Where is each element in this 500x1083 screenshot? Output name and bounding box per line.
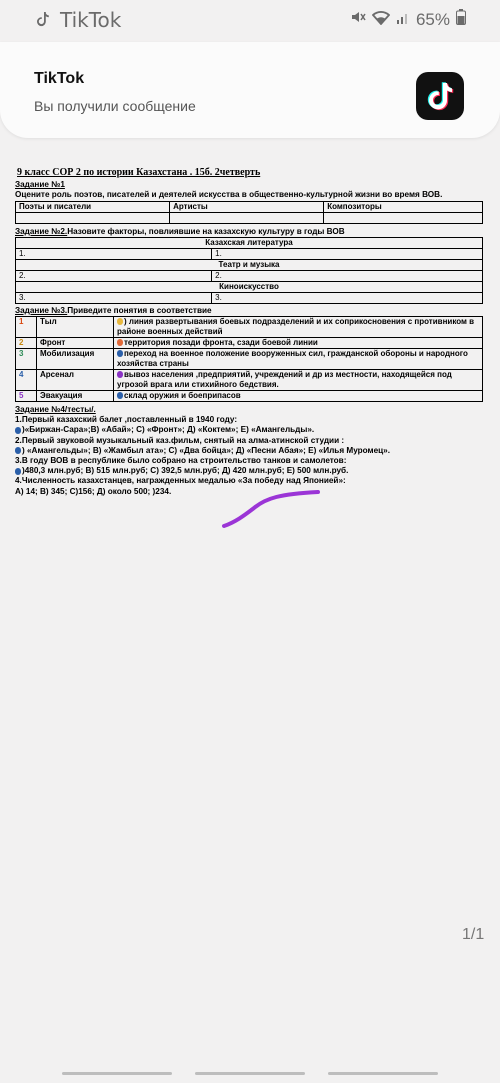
task2-prompt: Назовите факторы, повлиявшие на казахскую культуру в годы ВОВ [67, 226, 345, 236]
document-page [15, 168, 483, 497]
answer-options: )480,3 млн.руб; В) 515 млн.руб; С) 392,5 млн.руб; Д) 420 млн.руб; Е) 500 млн.руб. [22, 466, 349, 476]
wifi-icon [372, 10, 390, 30]
table-row [16, 391, 483, 402]
row-number: 2 [19, 338, 24, 348]
task1-prompt: Оцените роль поэтов, писателей и деятелей искусства в общественно-культурной жизни во время ВОВ. [15, 190, 443, 200]
definition-cell: территория позади фронта, сзади боевой линии [124, 338, 318, 348]
task2-section-title: Казахская литература [16, 237, 483, 248]
term-cell: Фронт [37, 338, 114, 349]
task2-cell: 1. [16, 248, 212, 259]
page-indicator: 1/1 [462, 926, 485, 943]
table-row [16, 338, 483, 349]
mute-icon [350, 9, 366, 30]
annotation-stroke [218, 486, 328, 532]
row-number: 1 [19, 317, 24, 327]
question-text: 4.Численность казахстанцев, награжденных медалью «За победу над Японией»: [15, 476, 346, 486]
nav-recents-handle[interactable] [328, 1072, 438, 1075]
question-text: 1.Первый казахский балет ,поставленный в 1940 году: [15, 415, 238, 425]
row-number: 5 [19, 391, 24, 401]
definition-cell: склад оружия и боеприпасов [124, 391, 241, 401]
term-cell: Мобилизация [37, 349, 114, 370]
table-row [16, 317, 483, 338]
task3-line [15, 306, 483, 316]
answer-options: )«Биржан-Сара»;В) «Абай»; С) «Фронт»; Д) «Коктем»; Е) «Амангельды». [22, 425, 315, 435]
task2-table [15, 237, 483, 304]
answer-line [15, 446, 483, 456]
task2-cell: 1. [212, 248, 483, 259]
definition-cell: ) линия развертывания боевых подразделений и их соприкосновения с противником в районе военных действий [117, 317, 475, 337]
task3-prompt: Приведите понятия в соответствие [67, 305, 212, 315]
answer-line [15, 466, 483, 476]
answer-mark-icon [117, 371, 123, 378]
answer-line [15, 425, 483, 435]
notification-title: TikTok [34, 70, 85, 87]
row-number: 3 [19, 349, 24, 359]
task2-cell: 2. [16, 270, 212, 281]
tiktok-app-icon[interactable] [416, 72, 464, 120]
navigation-bar [0, 1040, 500, 1083]
task1-col-artists: Артисты [170, 201, 324, 212]
task2-section-title: Театр и музыка [16, 259, 483, 270]
answer-options: А) 14; В) 345; С)156; Д) около 500; )234. [15, 486, 172, 496]
answer-mark-icon [117, 350, 123, 357]
task1-heading: Задание №1 [15, 180, 65, 190]
task2-cell: 3. [212, 292, 483, 303]
answer-mark-icon [15, 468, 21, 475]
task1-col-composers: Композиторы [324, 201, 483, 212]
definition-cell: переход на военное положение вооруженных сил, гражданской обороны и народного хозяйства страны [117, 349, 468, 369]
answer-mark-icon [15, 427, 21, 434]
definition-cell: вывоз населения ,предприятий, учреждений и др из местности, находящейся под угрозой врага или стихийного бедствия. [117, 370, 452, 390]
term-cell: Тыл [37, 317, 114, 338]
answer-mark-icon [117, 392, 123, 399]
task2-heading: Задание №2. [15, 226, 68, 236]
status-icons [350, 9, 466, 30]
status-app [36, 8, 121, 32]
task1-table [15, 201, 483, 224]
status-bar [0, 0, 500, 40]
answer-mark-icon [117, 339, 123, 346]
question-text: 3.В году ВОВ в республике было собрано на строительство танков и самолетов: [15, 456, 347, 466]
term-cell: Арсенал [37, 370, 114, 391]
tiktok-icon [36, 8, 50, 32]
question-text: 2.Первый звуковой музыкальный каз.фильм, снятый на алма-атинской студии : [15, 435, 345, 445]
document-title: 9 класс СОР 2 по истории Казахстана . 15б. 2четверть [17, 167, 261, 178]
signal-icon [396, 10, 410, 30]
answer-mark-icon [117, 318, 123, 325]
task1-col-poets: Поэты и писатели [16, 201, 170, 212]
answer-mark-icon [15, 447, 21, 454]
row-number: 4 [19, 370, 24, 380]
nav-home-handle[interactable] [195, 1072, 305, 1075]
task4-heading: Задание №4/тесты/. [15, 405, 96, 415]
nav-back-handle[interactable] [62, 1072, 172, 1075]
answer-options: ) «Амангельды»; В) «Жамбыл ата»; С) «Два бойца»; Д) «Песни Абая»; Е) «Илья Муромец». [22, 445, 391, 455]
table-row [16, 349, 483, 370]
term-cell: Эвакуация [37, 391, 114, 402]
task2-cell: 2. [212, 270, 483, 281]
table-row [16, 370, 483, 391]
task2-line [15, 227, 483, 237]
battery-icon [456, 9, 466, 30]
notification-card[interactable] [0, 42, 500, 138]
notification-body: Вы получили сообщение [34, 98, 196, 114]
task3-table [15, 316, 483, 402]
task2-section-title: Киноискусство [16, 281, 483, 292]
task2-cell: 3. [16, 292, 212, 303]
task3-heading: Задание №3. [15, 305, 68, 315]
battery-percent: 65% [415, 9, 450, 29]
status-app-name: TikTok [60, 8, 122, 32]
